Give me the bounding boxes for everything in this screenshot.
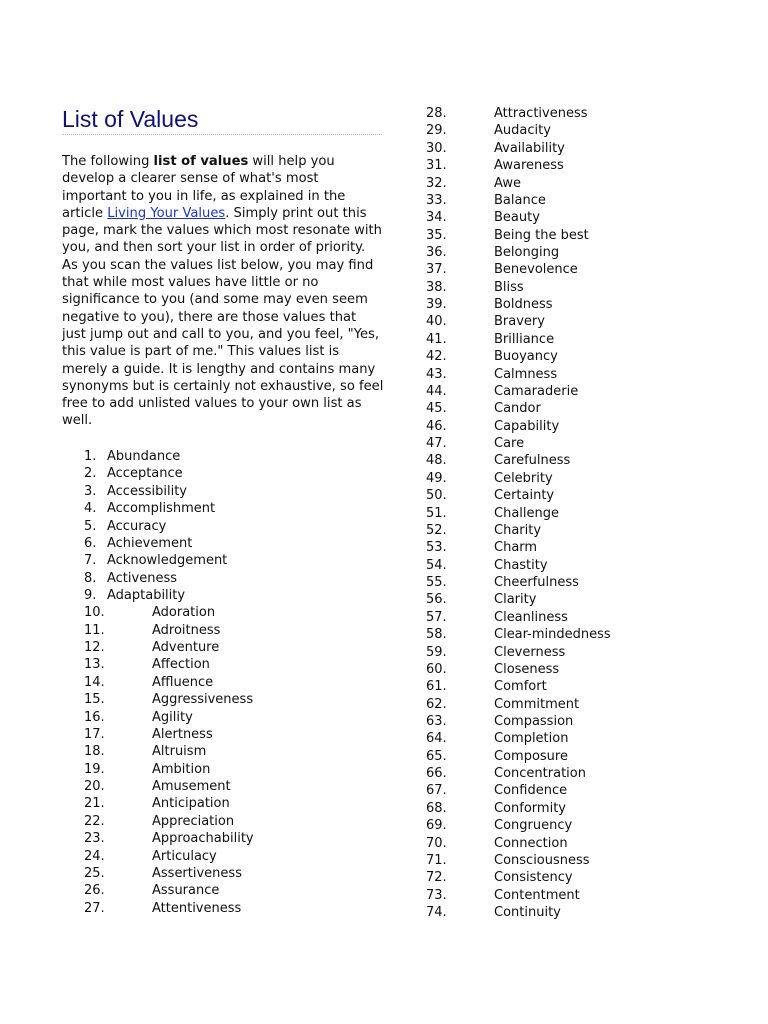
list-item-number: 69. [426,818,447,834]
list-item-value: Being the best [494,227,589,243]
list-item-value: Certainty [494,488,555,504]
list-item-number: 59. [426,644,447,660]
list-item-number: 65. [426,748,447,764]
list-item-value: Beauty [494,210,540,226]
list-item-value: Carefulness [494,453,571,469]
list-item-value: Adventure [152,640,220,656]
list-item-number: 60. [426,661,447,677]
list-item-number: 57. [426,609,447,625]
list-item-number: 47. [426,436,447,451]
list-item-value: Celebrity [494,470,553,486]
list-item-value: Availability [494,140,565,156]
list-item-number: 66. [426,766,447,782]
intro-text-start: The following [62,154,154,169]
list-item-value: Composure [494,748,568,764]
list-item-number: 29. [426,123,447,139]
list-item-number: 50. [426,488,447,504]
list-item-value: Activeness [107,570,177,586]
list-item-number: 46. [426,418,447,434]
list-item-value: Ambition [152,761,211,777]
list-item-number: 3. [84,483,97,499]
list-item-number: 19. [84,761,105,777]
list-item-number: 31. [426,158,447,174]
list-item-number: 68. [426,800,447,816]
list-item-value: Assertiveness [152,865,242,881]
list-item-number: 54. [426,557,447,573]
list-item-value: Benevolence [494,262,578,278]
list-item-value: Adoration [152,605,216,621]
list-item-number: 62. [426,696,447,712]
list-item-number: 21. [84,796,105,812]
list-item-value: Achievement [107,535,193,551]
list-item-number: 17. [84,726,105,742]
list-item-value: Brilliance [494,331,555,347]
list-item-number: 39. [426,297,447,313]
list-item-number: 9. [84,588,97,603]
list-item-value: Acknowledgement [107,553,228,569]
list-item-value: Awe [494,175,521,191]
page-title: List of Values [62,106,199,132]
list-item-value: Adaptability [107,588,186,603]
list-item-value: Acceptance [107,466,183,482]
list-item-value: Accomplishment [107,501,216,517]
list-item-number: 49. [426,470,447,486]
list-item-value: Chastity [494,557,548,573]
list-item-number: 38. [426,279,447,295]
list-item-value: Capability [494,418,560,434]
list-item-value: Alertness [152,726,213,742]
list-item-number: 11. [84,622,105,638]
list-item-number: 73. [426,887,447,903]
list-item-number: 34. [426,210,447,226]
list-item-value: Clarity [494,592,537,608]
list-item-value: Clear-mindedness [494,627,611,643]
list-item-number: 61. [426,679,447,695]
list-item-value: Care [494,436,525,451]
list-item-number: 32. [426,175,447,191]
list-item-value: Comfort [494,679,547,695]
list-item-number: 18. [84,744,105,760]
list-item-number: 45. [426,401,447,417]
list-item-value: Attentiveness [152,900,242,916]
list-item-value: Aggressiveness [152,692,254,708]
list-item-number: 5. [84,518,97,534]
list-item-value: Concentration [494,766,586,782]
list-item-number: 53. [426,540,447,556]
title-divider [62,134,382,135]
list-item-value: Affluence [152,674,214,690]
list-item-value: Agility [152,709,193,725]
list-item-number: 52. [426,522,447,538]
living-your-values-link[interactable]: Living Your Values [107,205,226,221]
list-item-value: Confidence [494,783,568,799]
list-item-number: 70. [426,835,447,851]
list-item-value: Assurance [152,883,220,899]
list-item-number: 64. [426,731,447,747]
list-item-value: Bravery [494,314,545,330]
list-item-number: 14. [84,674,105,690]
list-item-number: 71. [426,852,447,868]
list-item-value: Commitment [494,696,580,712]
list-item-value: Altruism [152,744,207,760]
list-item-value: Consistency [494,870,573,886]
list-item-number: 33. [426,192,447,208]
list-item-value: Anticipation [152,796,230,812]
list-item-value: Conformity [494,800,566,816]
list-item-number: 41. [426,331,447,347]
list-item-value: Continuity [494,905,561,920]
list-item-number: 44. [426,383,447,399]
list-item-value: Bliss [494,279,524,295]
list-item-number: 36. [426,245,447,260]
list-item-value: Belonging [494,245,560,260]
list-item-number: 30. [426,140,447,156]
list-item-number: 26. [84,883,105,899]
list-item-value: Buoyancy [494,349,558,365]
list-item-value: Accuracy [107,518,167,534]
list-item-value: Cheerfulness [494,575,579,590]
intro-text-middle: will help you develop a clearer sense of what's most important to you in life, as explained in the article [62,154,346,221]
list-item-value: Completion [494,731,569,747]
list-item-number: 12. [84,640,105,656]
list-item-number: 42. [426,349,447,365]
list-item-value: Contentment [494,887,580,903]
list-item-value: Camaraderie [494,383,579,399]
list-item-number: 2. [84,466,97,482]
list-item-value: Attractiveness [494,106,588,121]
list-item-number: 25. [84,865,105,881]
list-item-number: 20. [84,779,105,794]
list-item-value: Awareness [494,158,564,174]
list-item-number: 58. [426,627,447,643]
list-item-value: Consciousness [494,852,590,868]
list-item-number: 1. [84,449,97,464]
list-item-number: 7. [84,553,97,569]
list-item-value: Accessibility [107,483,187,499]
list-item-value: Articulacy [152,848,217,864]
list-item-value: Calmness [494,366,558,382]
list-item-number: 43. [426,366,447,382]
list-item-value: Cleverness [494,644,566,660]
list-item-value: Appreciation [152,813,235,829]
list-item-value: Congruency [494,818,573,834]
list-item-value: Amusement [152,779,231,794]
list-item-number: 23. [84,831,105,847]
list-item-number: 4. [84,501,97,517]
list-item-value: Closeness [494,661,560,677]
list-item-number: 67. [426,783,447,799]
list-item-number: 51. [426,505,447,521]
list-item-value: Cleanliness [494,609,568,625]
list-item-number: 74. [426,905,447,920]
list-item-value: Challenge [494,505,559,521]
list-item-number: 37. [426,262,447,278]
list-item-value: Connection [494,835,568,851]
list-item-number: 35. [426,227,447,243]
list-item-value: Compassion [494,714,574,729]
list-item-value: Abundance [107,449,181,464]
list-item-number: 40. [426,314,447,330]
list-item-number: 16. [84,709,105,725]
list-item-number: 22. [84,813,105,829]
intro-bold-phrase: list of values [153,154,249,169]
intro-text-end: . Simply print out this page, mark the values which most resonate with you, and then sort your list in order of priority. As you scan the values list below, you may find that while most values have little or no significance to you (and some may even seem negative to you), there are those values that just jump out and call to you, and you feel, "Yes, this value is part of me." This values list is merely a guide. It is lengthy and contains many synonyms but is certainly not exhaustive, so feel free to add unlisted values to your own list as well. [62,205,384,429]
list-item-number: 56. [426,592,447,608]
list-item-value: Charity [494,522,542,538]
intro-paragraph [62,153,384,430]
list-item-value: Candor [494,401,541,417]
list-item-value: Approachability [152,831,254,847]
list-item-number: 27. [84,900,105,916]
list-item-number: 10. [84,605,105,621]
list-item-number: 6. [84,535,97,551]
list-item-number: 13. [84,657,105,673]
list-item-number: 8. [84,570,97,586]
list-item-number: 55. [426,575,447,590]
list-item-value: Charm [494,540,538,556]
list-item-value: Adroitness [152,622,221,638]
list-item-number: 15. [84,692,105,708]
list-item-value: Audacity [494,123,551,139]
list-item-number: 72. [426,870,447,886]
list-item-value: Boldness [494,297,553,313]
list-item-number: 63. [426,714,447,729]
list-item-number: 24. [84,848,105,864]
list-item-value: Affection [152,657,210,673]
list-item-value: Balance [494,192,546,208]
list-item-number: 28. [426,106,447,121]
list-item-number: 48. [426,453,447,469]
